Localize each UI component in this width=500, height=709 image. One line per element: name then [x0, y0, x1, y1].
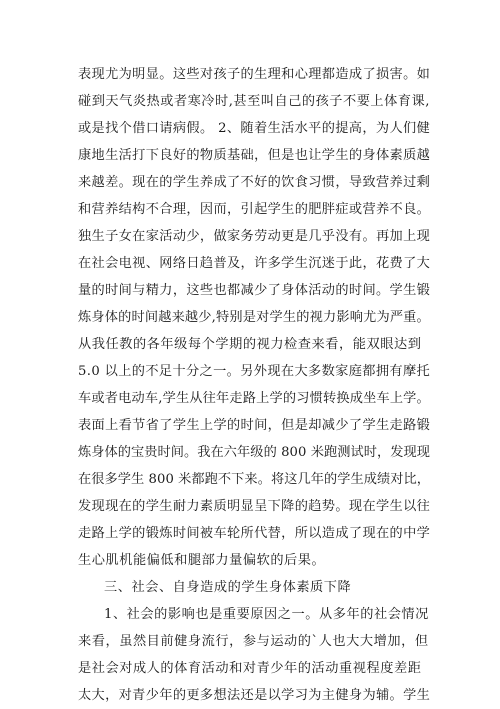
text-line: 发现现在的学生耐力素质明显呈下降的趋势。现在学生以往	[78, 499, 431, 514]
text-line: 来越差。现在的学生养成了不好的饮食习惯，导致营养过剩	[78, 175, 431, 190]
text-line: 太大，对青少年的更多想法还是以学习为主健身为辅。学生	[78, 688, 431, 703]
text-line: 从我任教的各年级每个学期的视力检查来看，能双眼达到	[78, 337, 422, 352]
text-line: 车或者电动车,学生从往年走路上学的习惯转换成坐车上学。	[78, 391, 430, 406]
text-line: 炼身体的宝贵时间。我在六年级的 800 米跑测试时，发现现	[78, 445, 431, 460]
text-line: 是社会对成人的体育活动和对青少年的活动重视程度差距	[78, 661, 422, 676]
text-line: 1、社会的影响也是重要原因之一。从多年的社会情况	[104, 607, 429, 622]
text-line: 生心肌机能偏低和腿部力量偏软的后果。	[78, 553, 326, 568]
text-line: 碰到天气炎热或者寒冷时,甚至叫自己的孩子不要上体育课,	[78, 94, 430, 109]
text-line: 5.0 以上的不足十分之一。另外现在大多数家庭都拥有摩托	[78, 364, 431, 379]
text-line: 走路上学的锻炼时间被车轮所代替，所以造成了现在的中学	[78, 526, 431, 541]
text-line: 在很多学生 800 米都跑不下来。将这几年的学生成绩对比，	[78, 472, 431, 487]
text-line: 量的时间与精力，这些也都减少了身体活动的时间。学生锻	[78, 283, 431, 298]
text-line: 来看，虽然目前健身流行，参与运动的`人也大大增加，但	[78, 634, 429, 649]
text-line: 或是找个借口请病假。 2、随着生活水平的提高，为人们健	[78, 121, 431, 136]
text-line: 表现尤为明显。这些对孩子的生理和心理都造成了损害。如	[78, 67, 431, 82]
text-line: 康地生活打下良好的物质基础，但是也让学生的身体素质越	[78, 148, 431, 163]
text-line: 独生子女在家活动少，做家务劳动更是几乎没有。再加上现	[78, 229, 431, 244]
text-line: 和营养结构不合理，因而，引起学生的肥胖症或营养不良。	[78, 202, 431, 217]
text-line: 在社会电视、网络日趋普及，许多学生沉迷于此，花费了大	[78, 256, 431, 271]
text-line: 表面上看节省了学生上学的时间，但是却减少了学生走路锻	[78, 418, 431, 433]
section-heading: 三、社会、自身造成的学生身体素质下降	[104, 580, 352, 595]
text-line: 炼身体的时间越来越少,特别是对学生的视力影响尤为严重。	[78, 310, 430, 325]
